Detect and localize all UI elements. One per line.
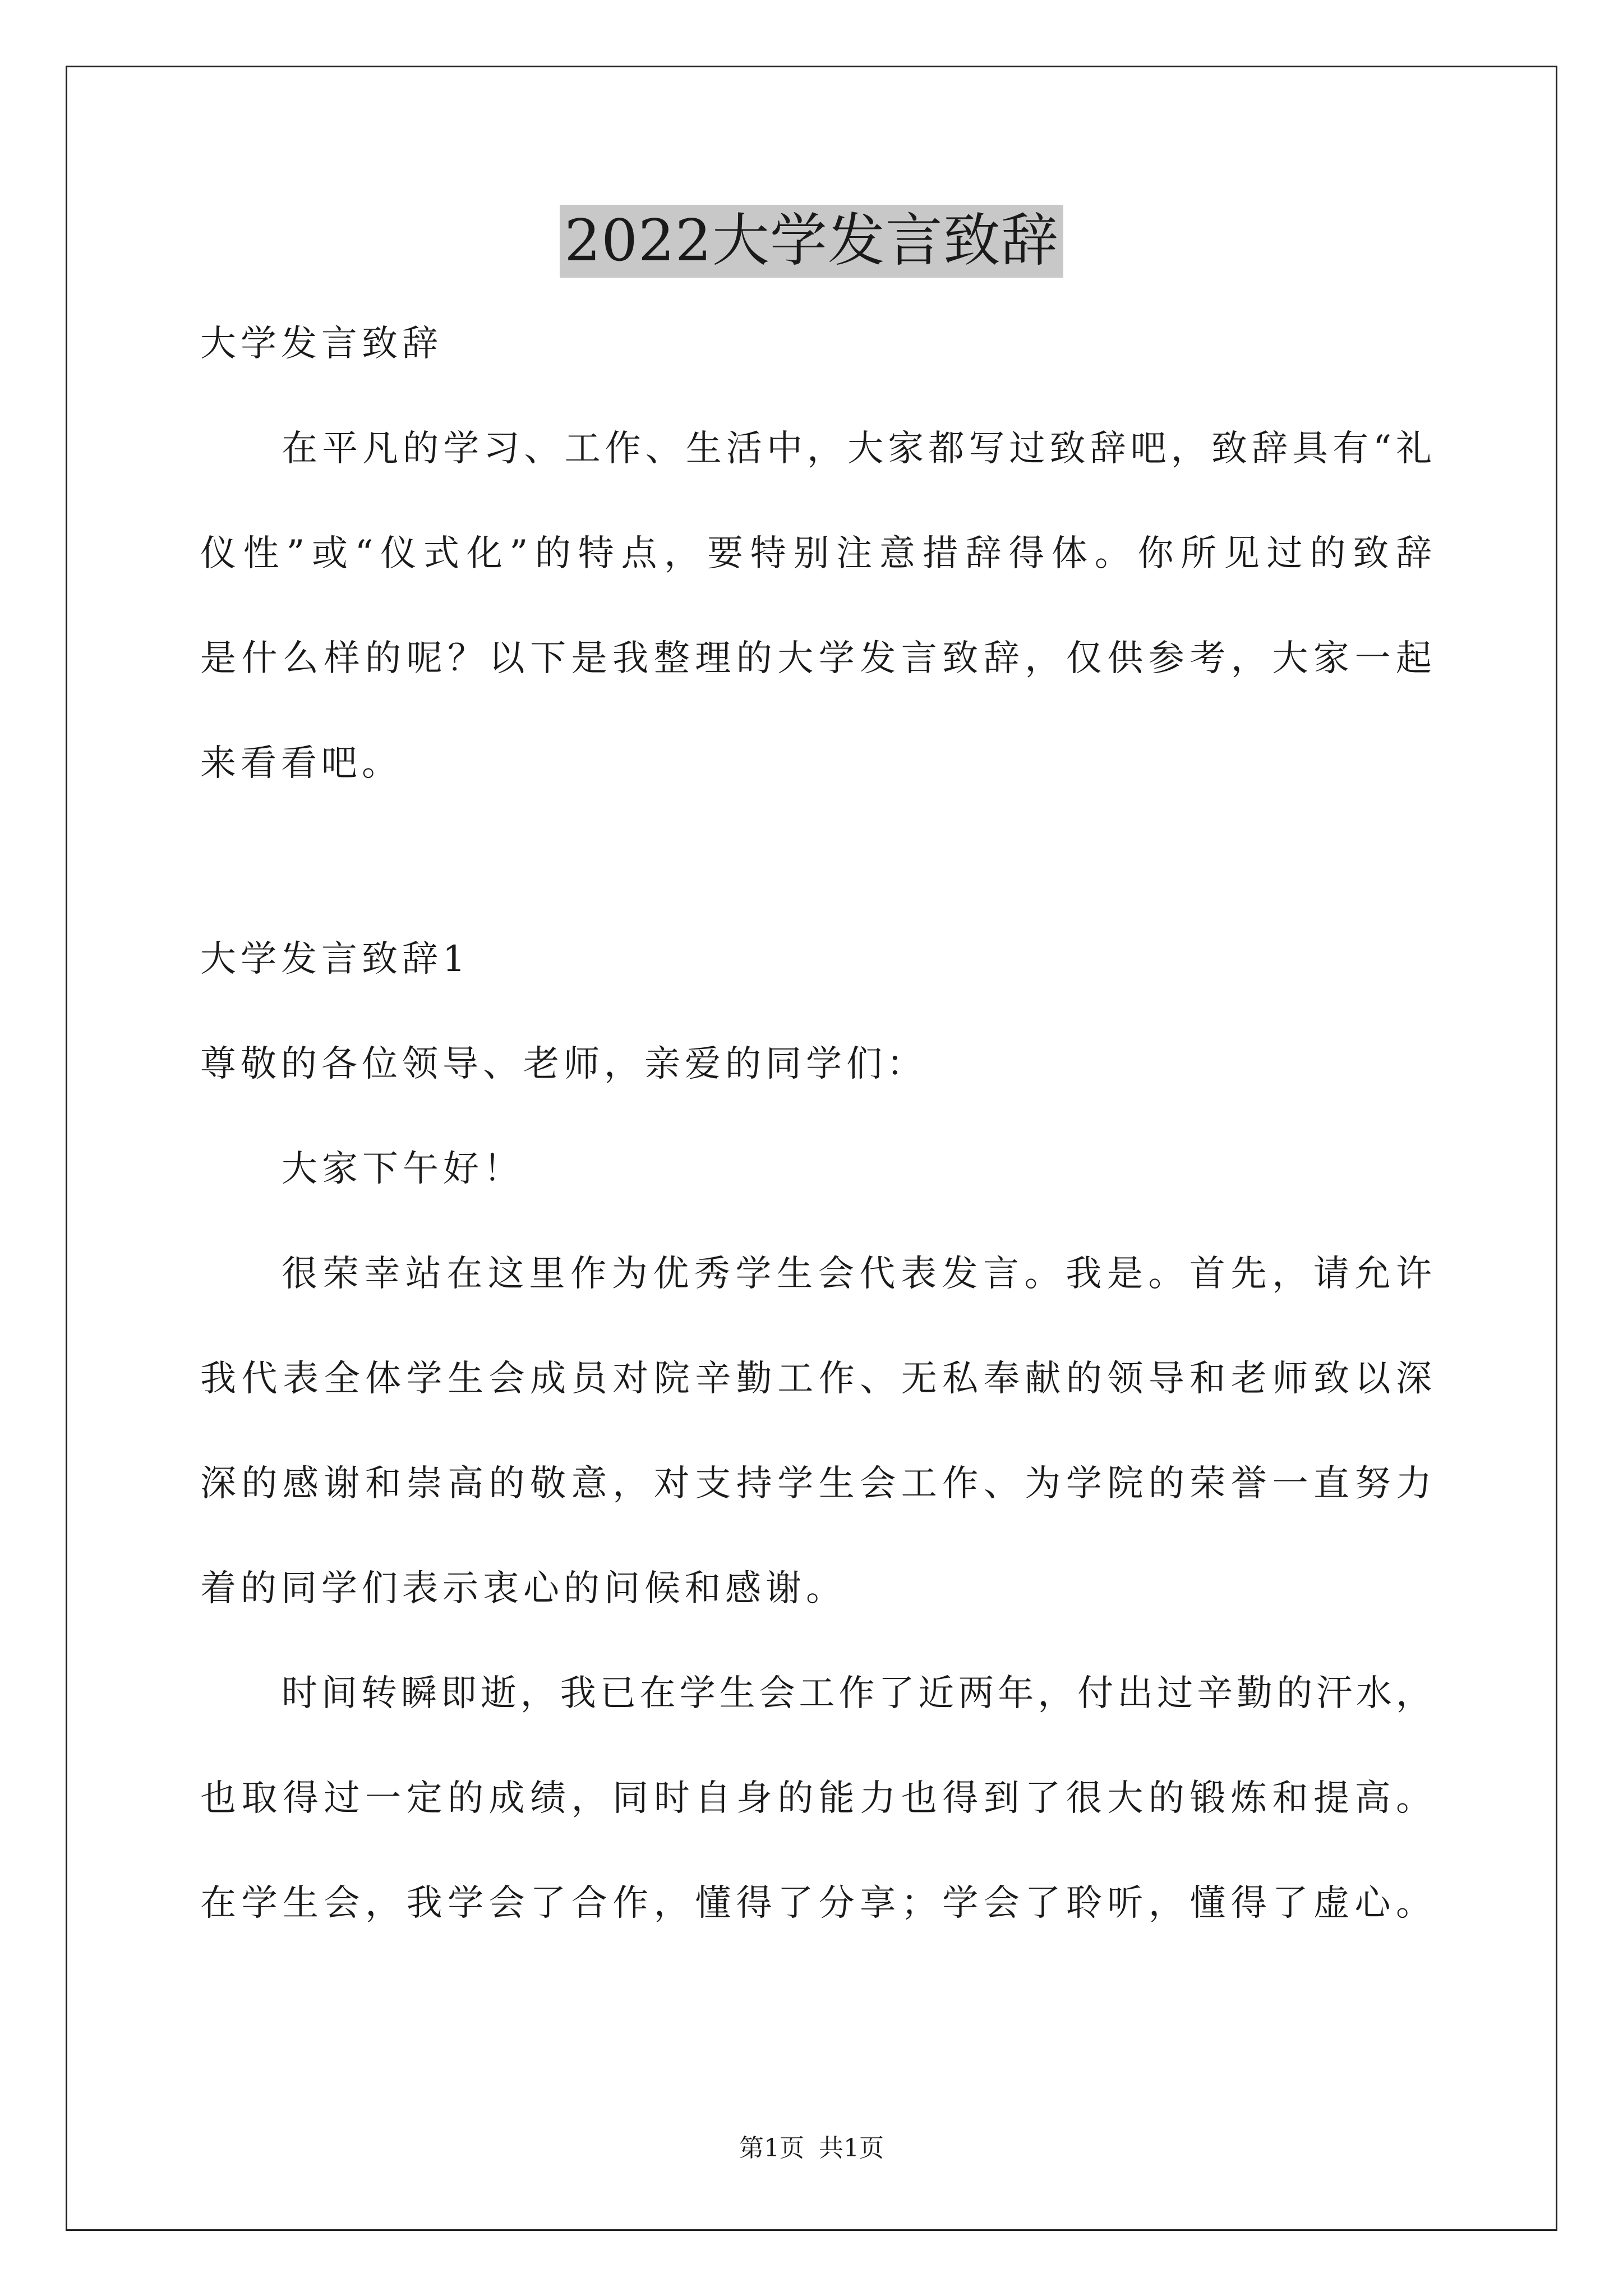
page-total: 共1页 [819,2134,884,2162]
paragraph-1-line-1: 很荣幸站在这里作为优秀学生会代表发言。我是。首先，请允许 [282,1253,1434,1295]
intro-line-2: 仪性”或“仪式化”的特点，要特别注意措辞得体。你所见过的致辞 [200,533,1434,574]
section-heading: 大学发言致辞1 [200,938,470,980]
paragraph-1-line-3: 深的感谢和崇高的敬意，对支持学生会工作、为学院的荣誉一直努力 [200,1463,1434,1504]
paragraph-1-line-2: 我代表全体学生会成员对院辛勤工作、无私奉献的领导和老师致以深 [200,1358,1434,1400]
document-body [200,292,1434,1956]
document-title: 2022大学发言致辞 [560,205,1063,278]
title-container [0,205,1623,278]
intro-line-3: 是什么样的呢？以下是我整理的大学发言致辞，仅供参考，大家一起 [200,638,1434,679]
paragraph-1-line-4: 着的同学们表示衷心的问候和感谢。 [200,1568,846,1609]
paragraph-2-line-3: 在学生会，我学会了合作，懂得了分享；学会了聆听，懂得了虚心。 [200,1883,1434,1924]
paragraph-2-line-1: 时间转瞬即逝，我已在学生会工作了近两年，付出过辛勤的汗水， [282,1673,1434,1714]
intro-line-1: 在平凡的学习、工作、生活中，大家都写过致辞吧，致辞具有“礼 [282,428,1434,470]
greeting: 大家下午好！ [282,1148,524,1190]
intro-line-4: 来看看吧。 [200,743,402,784]
page-number: 第1页 [739,2134,804,2162]
salutation: 尊敬的各位领导、老师，亲爱的同学们： [200,1043,927,1085]
paragraph-2-line-2: 也取得过一定的成绩，同时自身的能力也得到了很大的锻炼和提高。 [200,1778,1434,1819]
heading: 大学发言致辞 [200,323,442,365]
section-gap [200,816,1434,907]
page-footer [0,2132,1623,2165]
